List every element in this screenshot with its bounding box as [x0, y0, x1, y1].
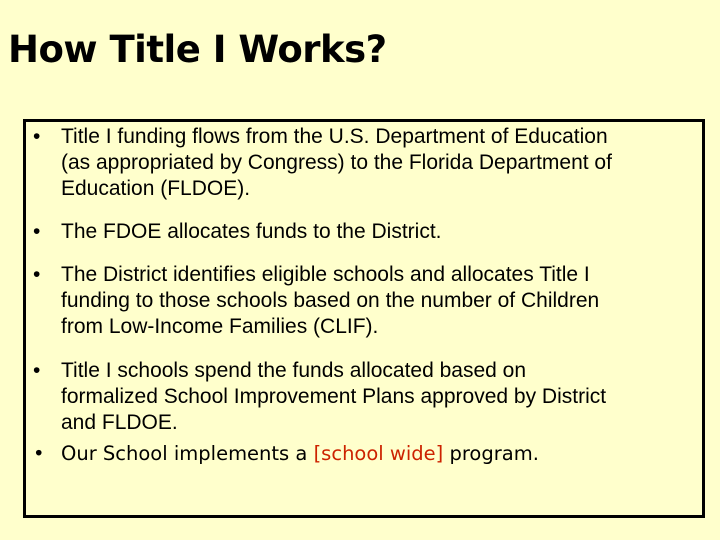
bullet-icon: •	[33, 263, 41, 286]
bullet-icon: •	[33, 442, 45, 465]
bullet-icon: •	[33, 359, 41, 382]
bullet-line: and FLDOE.	[61, 411, 178, 434]
bullet-line: The District identifies eligible schools and allocates Title I	[61, 263, 590, 286]
school-program-text: Our School implements a	[61, 442, 314, 465]
bullet-line: Title I schools spend the funds allocated based on	[61, 359, 527, 382]
bullet-line: Education (FLDOE).	[61, 177, 251, 200]
bullet-line: (as appropriated by Congress) to the Florida Department of	[61, 151, 612, 174]
bullet-line: funding to those schools based on the number of Children	[61, 289, 600, 312]
slide-title: How Title I Works?	[8, 28, 387, 71]
bullet-line: from Low-Income Families (CLIF).	[61, 315, 379, 338]
content-box	[23, 119, 705, 518]
bullet-icon: •	[33, 220, 41, 243]
bullet-icon: •	[33, 125, 41, 148]
bullet-line: The FDOE allocates funds to the District.	[61, 220, 442, 243]
program-text: program.	[443, 442, 539, 465]
bullet-line: formalized School Improvement Plans approved by District	[61, 385, 607, 408]
school-wide-highlight: [school wide]	[313, 442, 444, 465]
bullet-line: Title I funding flows from the U.S. Department of Education	[61, 125, 608, 148]
